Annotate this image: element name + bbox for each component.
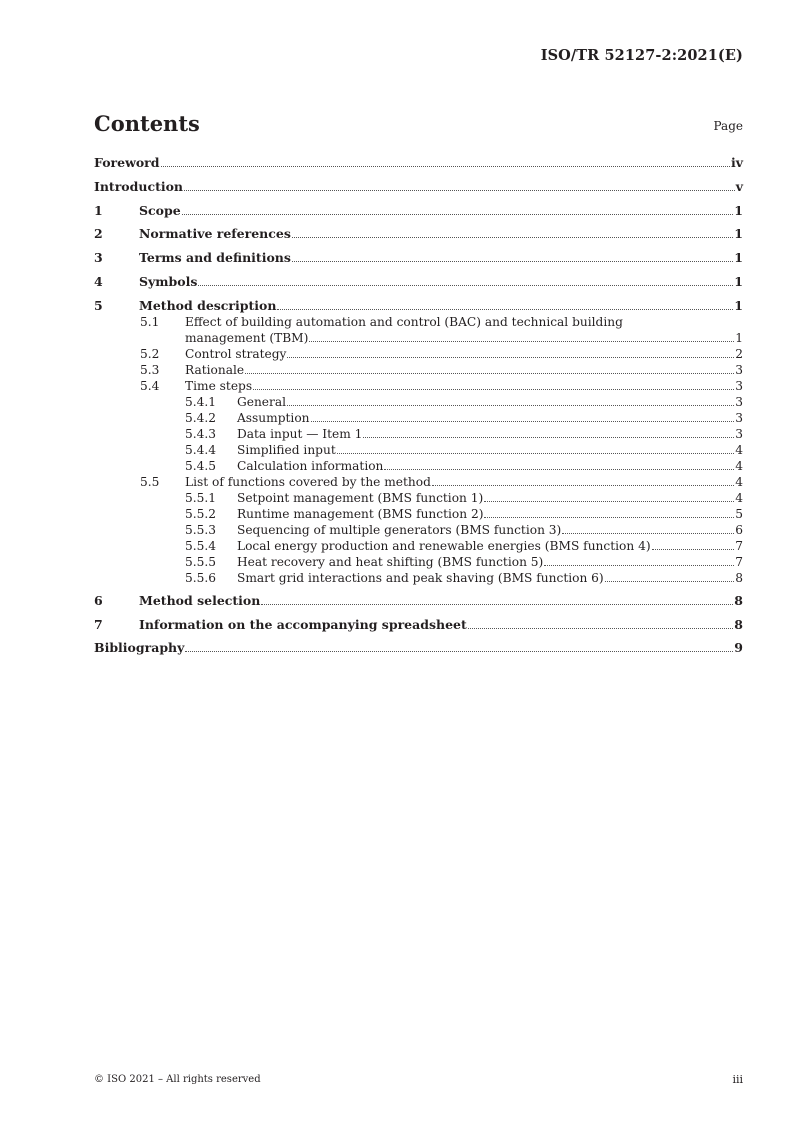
toc-entry-terms-and-definitions[interactable] (94, 250, 743, 274)
toc-page-number: 3 (735, 394, 743, 409)
toc-page-number: 2 (735, 346, 743, 361)
toc-entry-text: Rationale (185, 362, 245, 377)
toc-entry-text: Normative references (139, 226, 291, 242)
toc-entry-5-2[interactable] (94, 347, 743, 363)
toc-entry-scope[interactable] (94, 203, 743, 227)
toc-entry-5-5-6[interactable] (94, 571, 743, 587)
toc-entry-normative-references[interactable] (94, 226, 743, 250)
toc-entry-number: 5.2 (140, 346, 160, 361)
toc-entry-number: 5.4.2 (185, 410, 217, 425)
dot-leader (337, 453, 735, 454)
toc-page-number: 8 (734, 616, 743, 632)
toc-entry-5-3[interactable] (94, 363, 743, 379)
dot-leader (277, 309, 733, 310)
toc-page-number: 8 (734, 592, 743, 608)
toc-entry-number: 5.4 (140, 378, 160, 393)
dot-leader (261, 604, 733, 605)
toc-entry-text: Terms and definitions (139, 250, 291, 266)
toc-entry-text: Bibliography (94, 640, 185, 656)
dot-leader (311, 421, 735, 422)
dot-leader (287, 357, 734, 358)
toc-entry-text: Scope (139, 202, 181, 218)
toc-entry-number: 5.5.3 (185, 522, 217, 537)
toc-entry-text: Setpoint management (BMS function 1) (237, 490, 484, 505)
table-of-contents (94, 155, 743, 664)
toc-entry-text-line1: Effect of building automation and control (BAC) and technical building (185, 314, 623, 329)
dot-leader (484, 517, 734, 518)
toc-entry-text: Symbols (139, 273, 198, 289)
toc-page-number: 1 (734, 273, 743, 289)
dot-leader (184, 190, 735, 191)
toc-entry-text: Method selection (139, 592, 261, 608)
footer-copyright: © ISO 2021 – All rights reserved (94, 1074, 261, 1085)
toc-page-number: v (735, 178, 743, 194)
toc-page-number: 1 (734, 202, 743, 218)
toc-entry-5-5-5[interactable] (94, 555, 743, 571)
toc-entry-5-5[interactable] (94, 475, 743, 491)
toc-page-number: 1 (734, 226, 743, 242)
toc-entry-text: Assumption (237, 410, 310, 425)
toc-entry-5-4-5[interactable] (94, 459, 743, 475)
dot-leader (287, 405, 734, 406)
toc-entry-number: 7 (94, 616, 103, 632)
dot-leader (253, 389, 734, 390)
dot-leader (384, 469, 734, 470)
toc-entry-text: Sequencing of multiple generators (BMS function 3) (237, 522, 562, 537)
toc-entry-text: Foreword (94, 155, 160, 170)
toc-entry-number: 4 (94, 273, 103, 289)
dot-leader (363, 437, 734, 438)
document-id: ISO/TR 52127-2:2021(E) (540, 47, 743, 64)
toc-entry-text: Calculation information (237, 458, 384, 473)
toc-page-number: 9 (734, 640, 743, 656)
toc-entry-number: 3 (94, 250, 103, 266)
footer-page-number: iii (732, 1073, 743, 1086)
toc-entry-number: 5.5.2 (185, 506, 217, 521)
toc-entry-number: 5.5.6 (185, 570, 217, 585)
toc-page-number: 3 (735, 378, 743, 393)
toc-entry-method-selection[interactable] (94, 593, 743, 617)
toc-page-number: 3 (735, 426, 743, 441)
dot-leader (484, 501, 734, 502)
dot-leader (544, 565, 734, 566)
toc-page-number: 1 (735, 330, 743, 345)
toc-entry-bibliography[interactable] (94, 640, 743, 664)
toc-entry-text-line2: management (TBM) (185, 330, 309, 345)
dot-leader (198, 285, 733, 286)
toc-page-number: 5 (735, 506, 743, 521)
toc-entry-number: 6 (94, 592, 103, 608)
toc-page-number: 8 (735, 570, 743, 585)
toc-entry-text: Introduction (94, 178, 184, 194)
toc-page-number: 7 (735, 554, 743, 569)
dot-leader (652, 549, 735, 550)
toc-entry-method-description[interactable] (94, 298, 743, 315)
toc-entry-symbols[interactable] (94, 274, 743, 298)
dot-leader (292, 237, 733, 238)
toc-entry-number: 5.5.5 (185, 554, 217, 569)
toc-entry-text: General (237, 394, 286, 409)
dot-leader (309, 341, 734, 342)
dot-leader (292, 261, 733, 262)
toc-entry-number: 5.4.3 (185, 426, 217, 441)
toc-page-number: 6 (735, 522, 743, 537)
toc-entry-foreword[interactable] (94, 155, 743, 179)
toc-entry-text: Method description (139, 297, 277, 313)
toc-entry-5-5-2[interactable] (94, 507, 743, 523)
toc-entry-text: Time steps (185, 378, 253, 393)
toc-page-number: 4 (735, 490, 743, 505)
toc-entry-number: 5.4.5 (185, 458, 217, 473)
dot-leader (605, 581, 735, 582)
dot-leader (161, 166, 730, 167)
toc-entry-5-5-4[interactable] (94, 539, 743, 555)
toc-entry-text: Local energy production and renewable energies (BMS function 4) (237, 538, 651, 553)
toc-entry-5-4[interactable] (94, 379, 743, 395)
toc-entry-5-4-1[interactable] (94, 395, 743, 411)
toc-entry-5-4-2[interactable] (94, 411, 743, 427)
toc-entry-number: 2 (94, 226, 103, 242)
toc-entry-text: Heat recovery and heat shifting (BMS function 5) (237, 554, 544, 569)
dot-leader (562, 533, 734, 534)
toc-entry-text: Information on the accompanying spreadsheet (139, 616, 467, 632)
toc-entry-text: Smart grid interactions and peak shaving (BMS function 6) (237, 570, 604, 585)
toc-entry-number: 5.5.4 (185, 538, 217, 553)
dot-leader (185, 651, 733, 652)
toc-page-number: 3 (735, 362, 743, 377)
toc-entry-5-5-3[interactable] (94, 523, 743, 539)
toc-entry-5-1[interactable] (94, 315, 743, 347)
toc-entry-text: Runtime management (BMS function 2) (237, 506, 484, 521)
dot-leader (432, 485, 734, 486)
toc-entry-accompanying-spreadsheet[interactable] (94, 617, 743, 641)
toc-entry-5-5-1[interactable] (94, 491, 743, 507)
toc-entry-text: List of functions covered by the method (185, 474, 431, 489)
toc-page-number: 4 (735, 458, 743, 473)
toc-entry-5-4-3[interactable] (94, 427, 743, 443)
toc-page-number: 1 (734, 250, 743, 266)
toc-page-number: iv (730, 155, 743, 170)
toc-entry-number: 5.1 (140, 314, 160, 329)
toc-page-number: 4 (735, 474, 743, 489)
toc-entry-number: 5 (94, 297, 103, 313)
toc-entry-number: 5.5.1 (185, 490, 217, 505)
toc-entry-number: 1 (94, 202, 103, 218)
dot-leader (182, 214, 734, 215)
page-column-label: Page (713, 119, 743, 133)
toc-entry-text: Data input — Item 1 (237, 426, 363, 441)
toc-entry-text: Simplified input (237, 442, 336, 457)
toc-page-number: 7 (735, 538, 743, 553)
toc-entry-text: Control strategy (185, 346, 287, 361)
toc-entry-number: 5.4.1 (185, 394, 217, 409)
toc-page-number: 1 (734, 297, 743, 313)
toc-entry-number: 5.5 (140, 474, 160, 489)
contents-title: Contents (94, 111, 200, 136)
toc-entry-number: 5.4.4 (185, 442, 217, 457)
toc-entry-5-4-4[interactable] (94, 443, 743, 459)
toc-entry-number: 5.3 (140, 362, 160, 377)
toc-page-number: 3 (735, 410, 743, 425)
toc-entry-introduction[interactable] (94, 179, 743, 203)
dot-leader (468, 628, 734, 629)
dot-leader (245, 373, 734, 374)
toc-page-number: 4 (735, 442, 743, 457)
